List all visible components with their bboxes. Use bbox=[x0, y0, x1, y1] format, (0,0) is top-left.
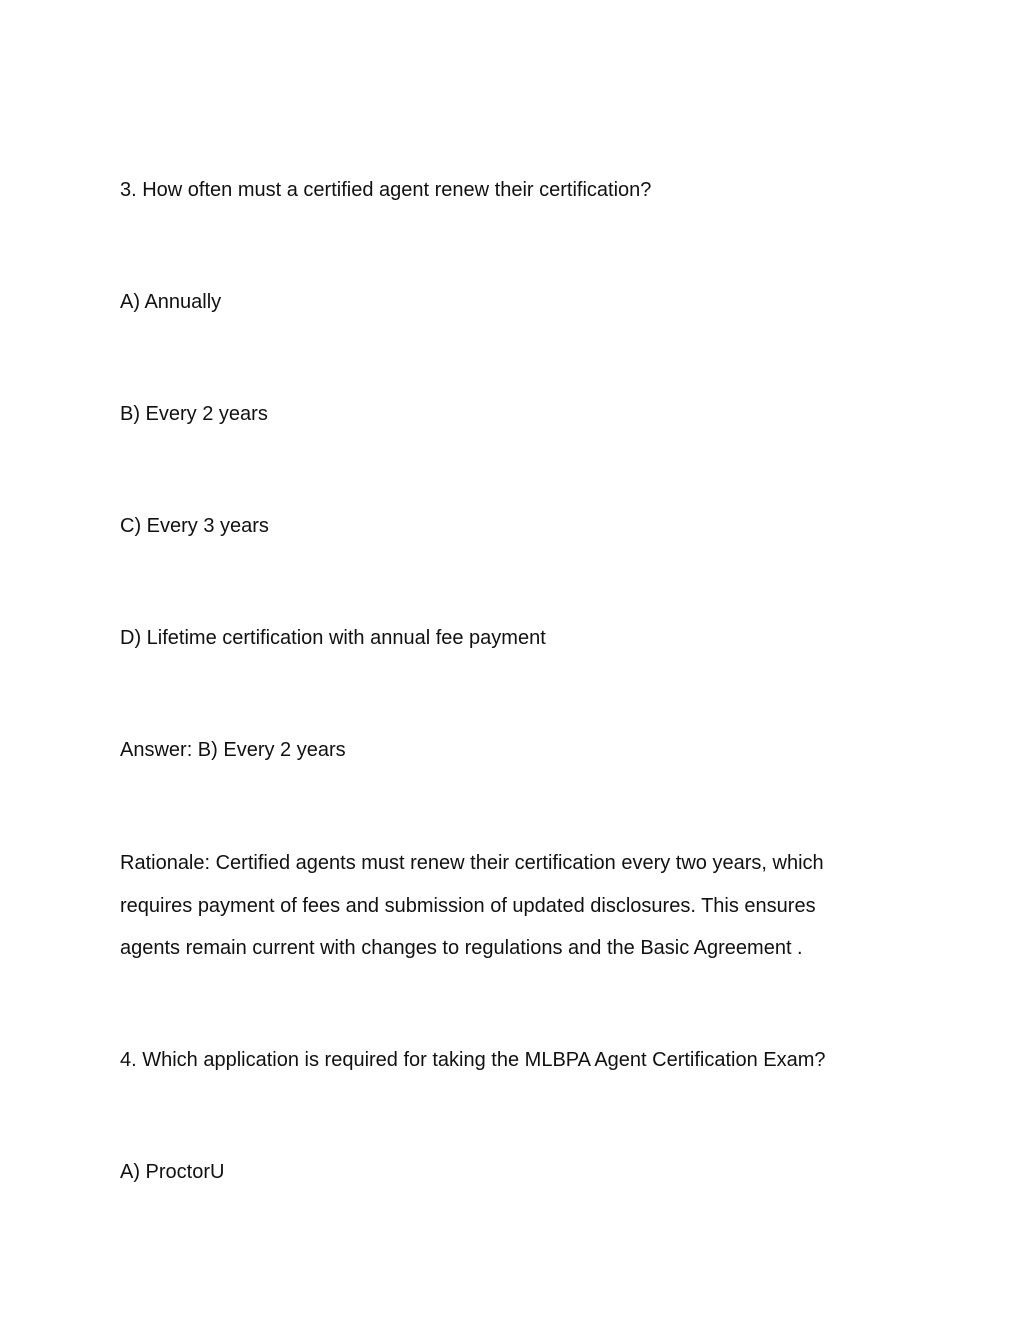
q3-rationale-line-1: Rationale: Certified agents must renew their certification every two years, which bbox=[120, 852, 824, 874]
q3-rationale bbox=[120, 842, 910, 970]
question-4-text: 4. Which application is required for taking the MLBPA Agent Certification Exam? bbox=[120, 1049, 826, 1071]
q4-option-a: A) ProctorU bbox=[120, 1161, 225, 1183]
q3-option-b: B) Every 2 years bbox=[120, 403, 268, 425]
q3-option-a: A) Annually bbox=[120, 291, 222, 313]
q3-option-c: C) Every 3 years bbox=[120, 515, 269, 537]
q3-option-d: D) Lifetime certification with annual fee payment bbox=[120, 627, 546, 649]
question-3-text: 3. How often must a certified agent renew their certification? bbox=[120, 179, 652, 201]
q3-answer: Answer: B) Every 2 years bbox=[120, 739, 346, 761]
q3-rationale-line-2: requires payment of fees and submission of updated disclosures. This ensures bbox=[120, 894, 816, 917]
q3-rationale-line-3: agents remain current with changes to regulations and the Basic Agreement . bbox=[120, 937, 803, 959]
